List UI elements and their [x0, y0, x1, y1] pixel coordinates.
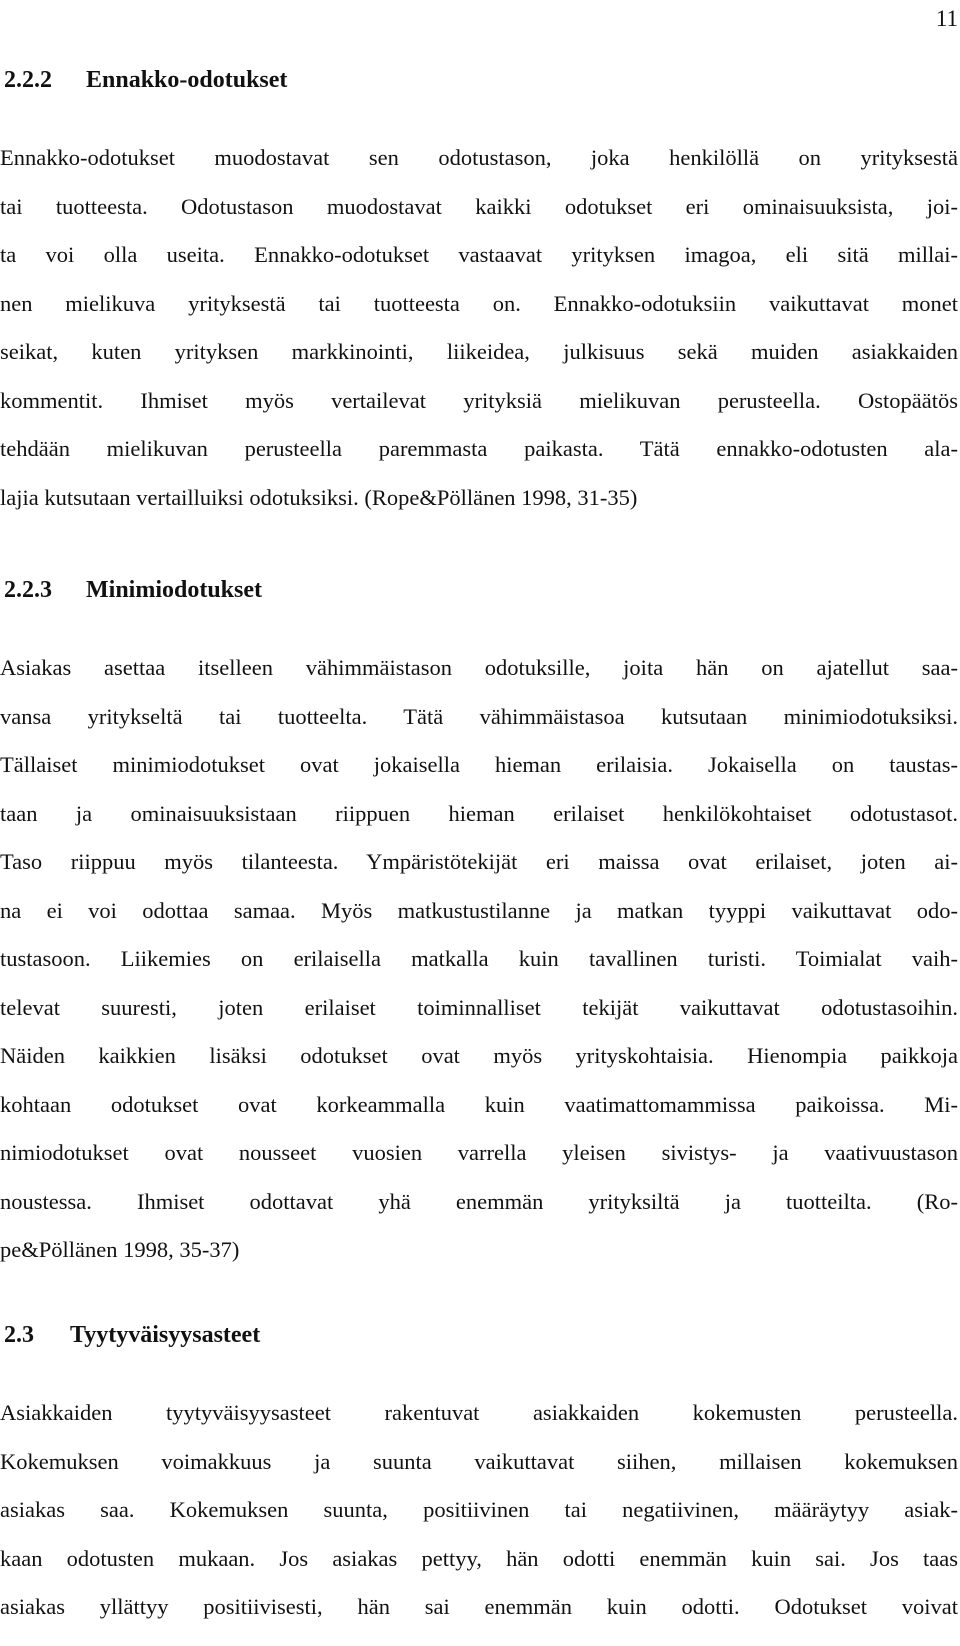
text-line: kommentit. Ihmiset myös vertailevat yrityksiä mielikuvan perusteella. Ostopäätös	[0, 387, 958, 413]
text-line: Näiden kaikkien lisäksi odotukset ovat myös yrityskohtaisia. Hienompia paikkoja	[0, 1043, 958, 1068]
text-line: Tällaiset minimiodotukset ovat jokaisella hieman erilaisia. Jokaisella on taustas-	[0, 752, 958, 777]
text-line: Asiakas asettaa itselleen vähimmäistason odotuksille, joita hän on ajatellut saa-	[0, 655, 958, 680]
page-number: 11	[935, 6, 958, 31]
text-line: kohtaan odotukset ovat korkeammalla kuin vaatimattomammissa paikoissa. Mi-	[0, 1091, 958, 1117]
text-line: nen mielikuva yrityksestä tai tuotteesta on. Ennakko-odotuksiin vaikuttavat monet	[0, 290, 958, 316]
text-line: seikat, kuten yrityksen markkinointi, liikeidea, julkisuus sekä muiden asiakkaiden	[0, 339, 958, 364]
text-line: asiakas saa. Kokemuksen suunta, positiivinen tai negatiivinen, määräytyy asiak-	[0, 1497, 958, 1522]
text-line: taan ja ominaisuuksistaan riippuen hieman erilaiset henkilökohtaiset odotustasot.	[0, 800, 958, 826]
text-line: Ennakko-odotukset muodostavat sen odotustason, joka henkilöllä on yrityksestä	[0, 145, 958, 170]
section-number: 2.3	[4, 1322, 34, 1348]
section-number: 2.2.2	[4, 67, 52, 93]
text-line: noustessa. Ihmiset odottavat yhä enemmän yrityksiltä ja tuotteilta. (Ro-	[0, 1188, 958, 1214]
text-line: tehdään mielikuvan perusteella paremmasta paikasta. Tätä ennakko-odotusten ala-	[0, 436, 958, 461]
section-heading-2-2-2	[4, 64, 287, 96]
section-heading-2-3	[4, 1319, 260, 1351]
text-line: tustasoon. Liikemies on erilaisella matkalla kuin tavallinen turisti. Toimialat vaih-	[0, 946, 958, 971]
text-line: Asiakkaiden tyytyväisyysasteet rakentuvat asiakkaiden kokemusten perusteella.	[0, 1400, 958, 1425]
text-line: televat suuresti, joten erilaiset toiminnalliset tekijät vaikuttavat odotustasoihin.	[0, 994, 958, 1020]
text-line: na ei voi odottaa samaa. Myös matkustustilanne ja matkan tyyppi vaikuttavat odo-	[0, 897, 958, 923]
text-line: kaan odotusten mukaan. Jos asiakas pettyy, hän odotti enemmän kuin sai. Jos taas	[0, 1545, 958, 1571]
text-line: nimiodotukset ovat nousseet vuosien varrella yleisen sivistys- ja vaativuustason	[0, 1140, 958, 1165]
text-line: tai tuotteesta. Odotustason muodostavat kaikki odotukset eri ominaisuuksista, joi-	[0, 193, 958, 219]
paragraph-minimiodotukset	[0, 644, 958, 1275]
text-line: asiakas yllättyy positiivisesti, hän sai enemmän kuin odotti. Odotukset voivat	[0, 1594, 958, 1619]
section-number: 2.2.3	[4, 577, 52, 603]
section-title: Tyytyväisyysasteet	[70, 1322, 261, 1348]
section-title: Ennakko-odotukset	[86, 67, 288, 93]
text-line: ta voi olla useita. Ennakko-odotukset vastaavat yrityksen imagoa, eli sitä millai-	[0, 242, 958, 267]
paragraph-ennakko-odotukset	[0, 134, 958, 522]
text-line: pe&Pöllänen 1998, 35-37)	[0, 1237, 240, 1262]
text-line: Kokemuksen voimakkuus ja suunta vaikuttavat siihen, millaisen kokemuksen	[0, 1448, 958, 1474]
paragraph-tyytyvaisyysasteet	[0, 1389, 958, 1632]
text-line: lajia kutsutaan vertailluiksi odotuksiksi. (Rope&Pöllänen 1998, 31-35)	[0, 484, 638, 510]
text-line: vansa yritykseltä tai tuotteelta. Tätä vähimmäistasoa kutsutaan minimiodotuksiksi.	[0, 703, 958, 729]
section-heading-2-2-3	[4, 574, 262, 606]
text-line: Taso riippuu myös tilanteesta. Ympäristötekijät eri maissa ovat erilaiset, joten ai-	[0, 849, 958, 874]
section-title: Minimiodotukset	[86, 577, 263, 603]
